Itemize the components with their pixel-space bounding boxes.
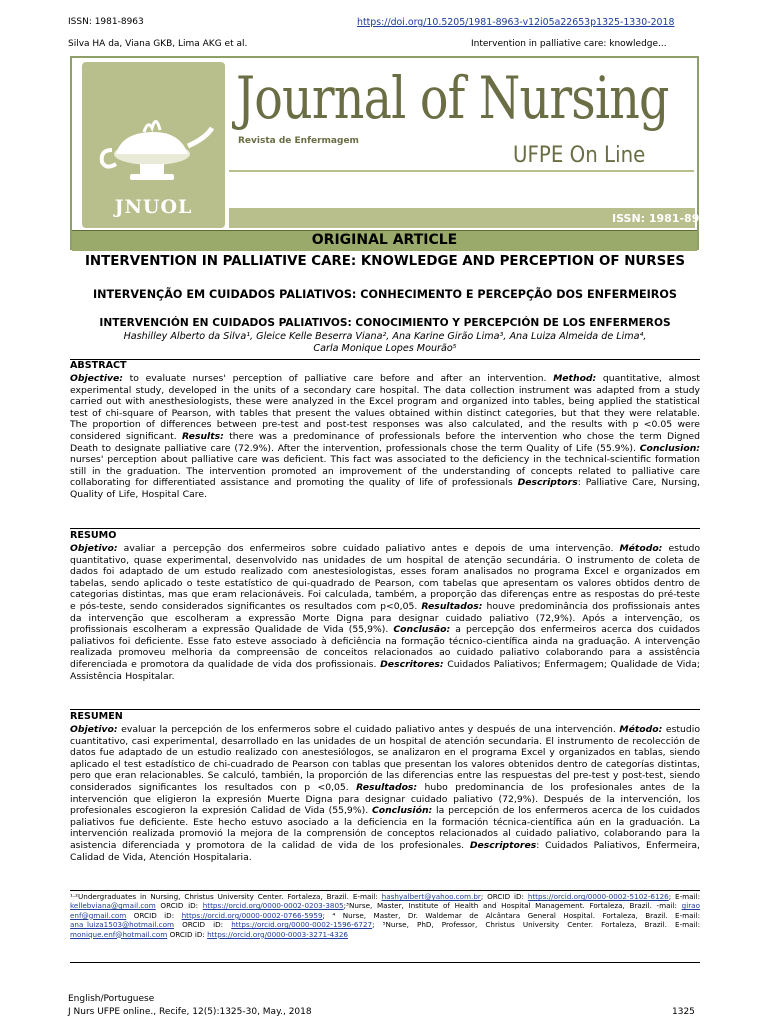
divider bbox=[70, 890, 700, 891]
label: Method: bbox=[553, 373, 597, 384]
text: a percepção dos enfermeiros acerca dos cuidados paliativos foi deficiente. Esse fato esteve associado à deficiência na formação técnico-científica ainda na graduação. A intervenção realizada promoveu melhoria da compreensão de conceitos relacionados ao cuidado paliativo colaborando para a assistência diferenciada e promotora da qualidade de vida dos profissionais. bbox=[70, 624, 700, 670]
footnote-text: ; ORCID iD: bbox=[480, 892, 528, 901]
text: : Cuidados Paliativos, Enfermeira, Calidad de Vida, Atención Hospitalaria. bbox=[70, 839, 700, 863]
label: Descriptores bbox=[469, 839, 537, 851]
label: Método: bbox=[619, 724, 663, 735]
label: Descritores: bbox=[380, 658, 444, 670]
orcid-link[interactable]: https://orcid.org/0000-0002-1596-6727 bbox=[231, 920, 373, 930]
abstract-heading: ABSTRACT bbox=[70, 360, 127, 371]
text: la percepción de los enfermeros acerca de los cuidados paliativos fue deficiente. Este hecho estuvo asociado a la deficiencia en la formación técnica-científica aún en la graduación. La intervención realizada promovió la mejora de la comprensión de conceptos relacionados al cuidado paliativo, colaborando para la asistencia diferenciada y promotora de la calidad de vida de los profesionales. bbox=[70, 805, 700, 851]
logo-text: JNUOL bbox=[114, 196, 193, 218]
footnote-text: ; E-mail: bbox=[668, 892, 700, 901]
orcid-link[interactable]: https://orcid.org/0000-0002-0203-3805 bbox=[202, 901, 344, 911]
orcid-link[interactable]: https://orcid.org/0000-0002-0766-5959 bbox=[181, 910, 323, 920]
resumen-heading: RESUMEN bbox=[70, 711, 123, 722]
title-english: INTERVENTION IN PALLIATIVE CARE: KNOWLEDGE AND PERCEPTION OF NURSES bbox=[84, 254, 686, 269]
footnote-text: ; ⁴ Nurse, Master, Dr. Waldemar de Alcântara General Hospital. Fortaleza, Brazil. E-mail: bbox=[322, 910, 700, 920]
author-footnotes bbox=[70, 892, 700, 939]
label: Resultados: bbox=[356, 781, 418, 793]
journal-title: Journal of Nursing bbox=[236, 64, 669, 132]
email-link[interactable]: monique.enf@hotmail.com bbox=[70, 929, 168, 939]
divider bbox=[70, 359, 700, 360]
banner-divider bbox=[229, 170, 694, 172]
divider bbox=[70, 528, 700, 529]
orcid-link[interactable]: https://orcid.org/0000-0003-3271-4326 bbox=[207, 929, 348, 939]
text: hubo predominancia de los profesionales antes de la intervención que eligieron la expresión Muerte Digna para designar cuidado paliativo (72,9%). Después de la intervención, los profesionales escogieron la expresión Calidad de Vida (55,9%). bbox=[70, 781, 700, 817]
edition-label: UFPE On Line bbox=[513, 143, 646, 168]
label: Método: bbox=[619, 543, 663, 554]
text: to evaluate nurses' perception of palliative care before and after an intervention. bbox=[123, 373, 554, 384]
authors-line-1: Hashilley Alberto da Silva¹, Gleice Kelle Beserra Viana², Ana Karine Girão Lima³, Ana Luiza Almeida de Lima⁴, bbox=[123, 331, 647, 342]
label: Resultados: bbox=[421, 600, 483, 612]
text: avaliar a percepção dos enfermeiros sobre cuidado paliativo antes e depois de uma intervenção. bbox=[117, 543, 620, 554]
resumen-body bbox=[70, 724, 700, 863]
text: there was a predominance of professionals before the intervention who chose the term Digned Death to designate palliative care (72.9%). After the intervention, professionals chose the term Quality of Life (55.9%). bbox=[70, 430, 700, 454]
email-link[interactable]: ana_luiza1503@hotmail.com bbox=[70, 920, 174, 930]
footnote-text: ; ⁵Nurse, PhD, Professor, Christus University Center. Fortaleza, Brazil. E-mail: bbox=[372, 920, 700, 930]
text: estudio cuantitativo, casi experimental, desarrollado en las unidades de un hospital de atención secundaria. El instrumento de recolección de datos fue adaptado de un estudio realizado con anestesiólogos, se analizaron en el programa Excel y organizados en tablas, siendo aplicado el test estadístico de chi-cuadrado de Pearson con tablas que presentan los valores obtenidos dentro de categorías distintas, pero que eran relacionables. Se calculó, también, la proporción de las diferencias entre las respuestas del pre-test y post-test, siendo considerados significantes los resultados con p <0,05. bbox=[70, 724, 700, 793]
section-label: ORIGINAL ARTICLE bbox=[311, 232, 458, 248]
footer-divider bbox=[70, 962, 700, 963]
label: Conclusión: bbox=[371, 805, 433, 817]
text: houve predominância dos profissionais antes da intervenção que escolheram a expressão Morte Digna para designar cuidado paliativo (72,9%). Após a intervenção, os profissionais escolheram a expressão Qualidade de Vida (55,9%). bbox=[70, 600, 700, 636]
footnote-text: ;³Nurse, Master, Institute of Health and Hospital Management. Fortaleza, Brazil. -mail: bbox=[343, 901, 682, 911]
page-number: 1325 bbox=[672, 1007, 695, 1017]
resumo-body bbox=[70, 543, 700, 682]
authors-line-2: Carla Monique Lopes Mourão⁵ bbox=[313, 343, 457, 354]
footnote-text: ORCID iD: bbox=[167, 929, 208, 939]
text: nurses' perception about palliative care was deficient. This fact was associated to the deficiency in the technical-scientific formation still in the graduation. The intervention promoted an improvement of the understanding of concepts related to palliative care collaborating for differentiated assistance and promoting the quality of life of professionals bbox=[70, 454, 700, 489]
divider bbox=[70, 709, 700, 710]
email-link[interactable]: kellebviana@gmail.com bbox=[70, 901, 156, 911]
footnote-text: ¹·²Undergraduates in Nursing, Christus University Center. Fortaleza, Brazil. E-mail: bbox=[70, 892, 382, 901]
label: Objetivo: bbox=[70, 543, 118, 554]
running-authors: Silva HA da, Viana GKB, Lima AKG et al. bbox=[68, 39, 248, 49]
label: Results: bbox=[182, 430, 224, 442]
abstract-body bbox=[70, 373, 700, 501]
text: evaluar la percepción de los enfermeros sobre el cuidado paliativo antes y después de una intervención. bbox=[117, 724, 620, 735]
text: : Palliative Care, Nursing, Quality of Life, Hospital Care. bbox=[70, 477, 701, 500]
revista-subtitle: Revista de Enfermagem bbox=[238, 136, 359, 146]
issn-badge: ISSN: 1981-8963 bbox=[612, 212, 715, 225]
email-link[interactable]: hashyalbert@yahoo.com.br bbox=[381, 892, 481, 901]
resumo-heading: RESUMO bbox=[70, 530, 117, 541]
footer-citation: J Nurs UFPE online., Recife, 12(5):1325-30, May., 2018 bbox=[68, 1007, 312, 1017]
author-list bbox=[70, 331, 700, 355]
text: Cuidados Paliativos; Enfermagem; Qualidade de Vida; Assistência Hospitalar. bbox=[70, 658, 701, 682]
label: Descriptors bbox=[517, 477, 578, 489]
label: Conclusion: bbox=[639, 442, 700, 454]
footer-language: English/Portuguese bbox=[68, 994, 155, 1004]
title-portuguese: INTERVENÇÃO EM CUIDADOS PALIATIVOS: CONHECIMENTO E PERCEPÇÃO DOS ENFERMEIROS bbox=[92, 288, 677, 301]
text: quantitative, almost experimental study, developed in the units of a secondary care hospital. The data collection instrument was adapted from a study carried out with anesthesiologists, these were analyzed in the Excel program and organized into tables, being applied the statistical test of chi-square of Pearson, with tables that present the values obtained within distinct categories, but that they were relatable. The proportion of differences between pre-test and post-test responses was also calculated, and the results with p <0.05 were considered significant. bbox=[70, 373, 700, 442]
label: Objective: bbox=[70, 373, 124, 384]
email-link[interactable]: girao enf@gmail.com bbox=[70, 901, 700, 920]
orcid-link[interactable]: https://orcid.org/0000-0002-5102-6126 bbox=[527, 892, 669, 901]
running-title: Intervention in palliative care: knowledge... bbox=[471, 39, 667, 49]
issn-header: ISSN: 1981-8963 bbox=[68, 17, 144, 27]
footnote-text: ORCID iD: bbox=[173, 920, 232, 930]
title-spanish: INTERVENCIÓN EN CUIDADOS PALIATIVOS: CONOCIMIENTO Y PERCEPCIÓN DE LOS ENFERMEROS bbox=[99, 317, 671, 329]
footnote-text: ORCID iD: bbox=[126, 910, 182, 920]
text: estudo quantitativo, quase experimental, desenvolvido nas unidades de um hospital de atenção secundária. O instrumento de coleta de dados foi adaptado de um estudo realizado com anestesiologistas, esses foram analisados no programa Excel e organizados em tabelas, sendo aplicado o teste estatístico de qui-quadrado de Pearson, com tabelas que apresentam os valores obtidos dentro de categorias distintas, mas que eram relacionáveis. Foi calculada, também, a proporção das diferenças entre as respostas do pré-teste e pós-teste, sendo considerados significantes os resultados com p<0,05. bbox=[70, 543, 700, 612]
doi-link[interactable]: https://doi.org/10.5205/1981-8963-v12i05a22653p1325-1330-2018 bbox=[357, 17, 675, 28]
label: Conclusão: bbox=[393, 624, 451, 636]
footnote-text: ORCID iD: bbox=[155, 901, 203, 911]
label: Objetivo: bbox=[70, 724, 118, 735]
